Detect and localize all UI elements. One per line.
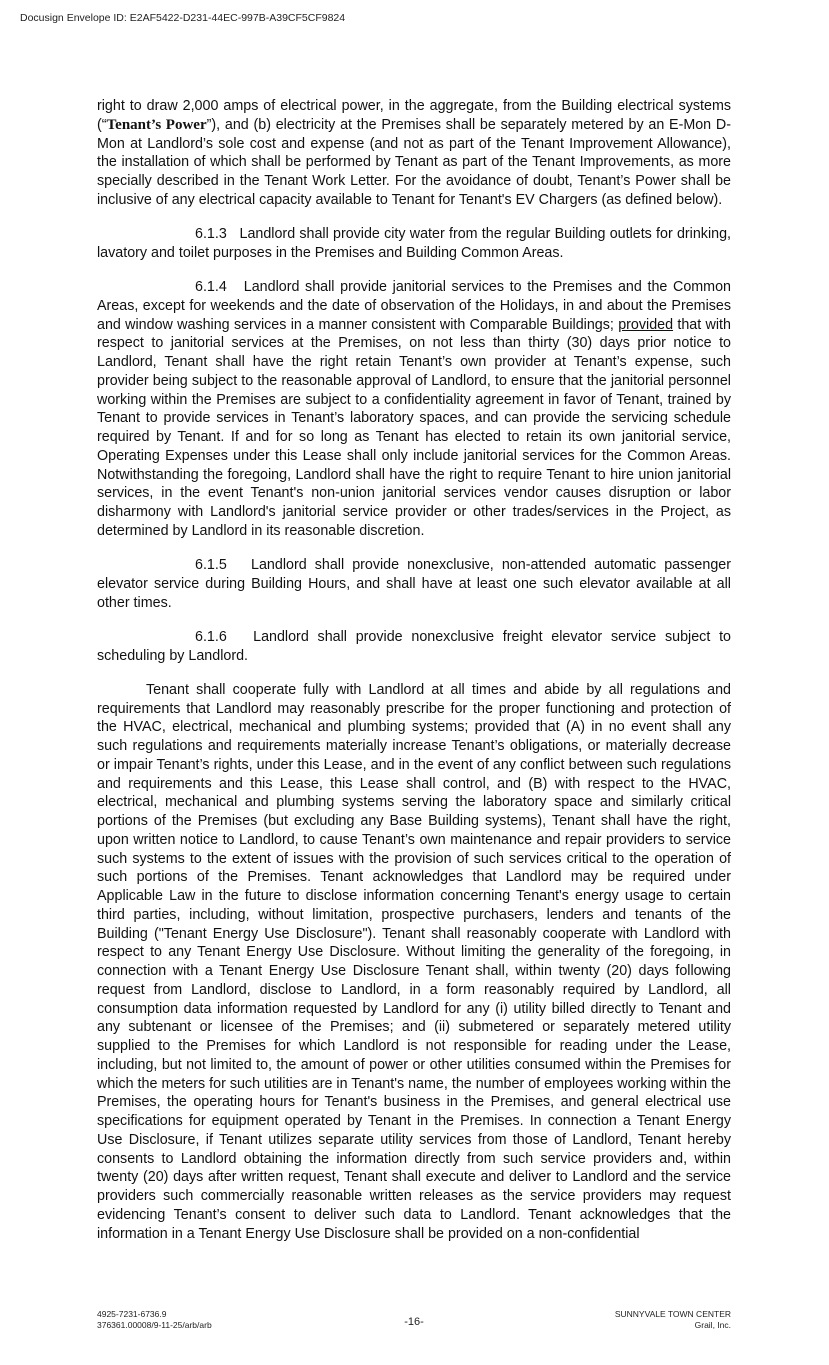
page-footer — [97, 1309, 731, 1333]
section-text: that with respect to janitorial services at the Premises, on not less than thirty (30) days prior notice to Landlord, Tenant shall have the right retain Tenant’s own provider at Tenant’s expense, such provider being subject to the reasonable approval of Landlord, to ensure that the janitorial personnel working within the Premises are subject to a confidentiality agreement in favor of Tenant, trained by Tenant to provide services in Tenant’s laboratory spaces, and can provide the servicing schedule required by Tenant. If and for so long as Tenant has elected to retain its own janitorial service, Operating Expenses under this Lease shall only include janitorial services for the Common Areas. Notwithstanding the foregoing, Landlord shall have the right to require Tenant to hire union janitorial services, in the event Tenant's non-union janitorial services vendor causes disruption or labor disharmony with Landlord's janitorial service provider or other trades/services in the Project, as determined by Landlord in its reasonable discretion. — [97, 316, 731, 539]
section-text: Landlord shall provide nonexclusive, non-attended automatic passenger elevator service during Building Hours, and shall have at least one such elevator available at all other times. — [97, 557, 731, 611]
section-number: 6.1.3 — [195, 226, 227, 242]
paragraph-tenant-cooperation: Tenant shall cooperate fully with Landlord at all times and abide by all regulations and requirements that Landlord may reasonably prescribe for the proper functioning and protection of the HVAC, electrical, mechanical and plumbing systems; provided that (A) in no event shall any such regulations and requirements materially increase Tenant’s obligations, or materially decrease or impair Tenant’s rights, under this Lease, and in the event of any conflict between such regulations and requirements and this Lease, this Lease shall control, and (B) with respect to the HVAC, electrical, mechanical and plumbing systems serving the laboratory space and similarly critical portions of the Premises (but excluding any Base Building systems), Tenant shall have the right, upon written notice to Landlord, to cause Tenant’s own maintenance and repair providers to service such systems to the extent of issues with the provision of such services critical to the operation of such portions of the Premises. Tenant acknowledges that Landlord may be required under Applicable Law in the future to disclose information concerning Tenant's energy usage to certain third parties, including, without limitation, prospective purchasers, lenders and tenants of the Building ("Tenant Energy Use Disclosure"). Tenant shall reasonably cooperate with Landlord with respect to any Tenant Energy Use Disclosure. Without limiting the generality of the foregoing, in connection with a Tenant Energy Use Disclosure Tenant shall, within twenty (20) days following request from Landlord, disclose to Landlord, in a form reasonably required by Landlord, all consumption data information requested by Landlord for any (i) utility billed directly to Tenant and any subtenant or licensee of the Premises; and (ii) submetered or separately metered utility supplied to the Premises for which Landlord is not responsible for reading under the Lease, including, but not limited to, the amount of power or other utilities consumed within the Premises for which the meters for such utilities are in Tenant's name, the number of employees working within the Premises, the operating hours for Tenant's business in the Premises, and general electrical use specifications for equipment operated by Tenant in the Premises. In connection a Tenant Energy Use Disclosure, if Tenant utilizes separate utility services from those of Landlord, Tenant hereby consents to Landlord obtaining the information directly from such service providers and, within twenty (20) days after written request, Tenant shall execute and deliver to Landlord and the service providers such commercially reasonable written releases as the service providers may request evidencing Tenant’s consent to deliver such data to Landlord. Tenant acknowledges that the information in a Tenant Energy Use Disclosure shall be provided on a non-confidential — [97, 681, 731, 1242]
section-number: 6.1.4 — [195, 279, 227, 295]
section-6-1-5 — [97, 556, 731, 612]
footer-doc-number: 4925-7231-6736.9 — [97, 1309, 167, 1319]
section-number: 6.1.5 — [195, 557, 227, 573]
section-number: 6.1.6 — [195, 628, 227, 645]
provided-term: provided — [618, 316, 674, 333]
section-text: Landlord shall provide city water from the regular Building outlets for drinking, lavatory and toilet purposes in the Premises and Building Common Areas. — [97, 226, 732, 261]
paragraph-text: right to draw 2,000 amps of electrical power, in the aggregate, from the Building electrical systems (“ — [97, 98, 731, 133]
defined-term-tenants-power: Tenant’s Power — [106, 116, 207, 133]
section-6-1-4 — [97, 278, 731, 541]
page-number: -16- — [404, 1316, 424, 1328]
paragraph-tenants-power — [97, 97, 731, 210]
section-6-1-3 — [97, 225, 731, 263]
paragraph-text: ”), and (b) electricity at the Premises shall be separately metered by an E-Mon D-Mon at Landlord’s sole cost and expense (and not as part of the Tenant Improvement Allowance), the installation of which shall be performed by Tenant as part of the Tenant Improvements, as more specially described in the Tenant Work Letter. For the avoidance of doubt, Tenant’s Power shall be inclusive of any electrical capacity available to Tenant for Tenant's EV Chargers (as defined below). — [97, 116, 731, 208]
section-text: Landlord shall provide nonexclusive freight elevator service subject to scheduling by Landlord. — [97, 628, 731, 664]
footer-file-ref: 376361.00008/9-11-25/arb/arb — [97, 1319, 212, 1330]
footer-tenant-name: Grail, Inc. — [694, 1319, 731, 1330]
document-body — [97, 97, 731, 1259]
docusign-envelope-id: Docusign Envelope ID: E2AF5422-D231-44EC-997B-A39CF5CF9824 — [20, 12, 346, 24]
footer-project — [615, 1309, 731, 1330]
section-6-1-6 — [97, 628, 731, 666]
section-text: Landlord shall provide janitorial services to the Premises and the Common Areas, except for weekends and the date of observation of the Holidays, in and about the Premises and window washing services in a manner consistent with Comparable Buildings; — [97, 279, 731, 333]
footer-project-name: SUNNYVALE TOWN CENTER — [614, 1309, 731, 1319]
